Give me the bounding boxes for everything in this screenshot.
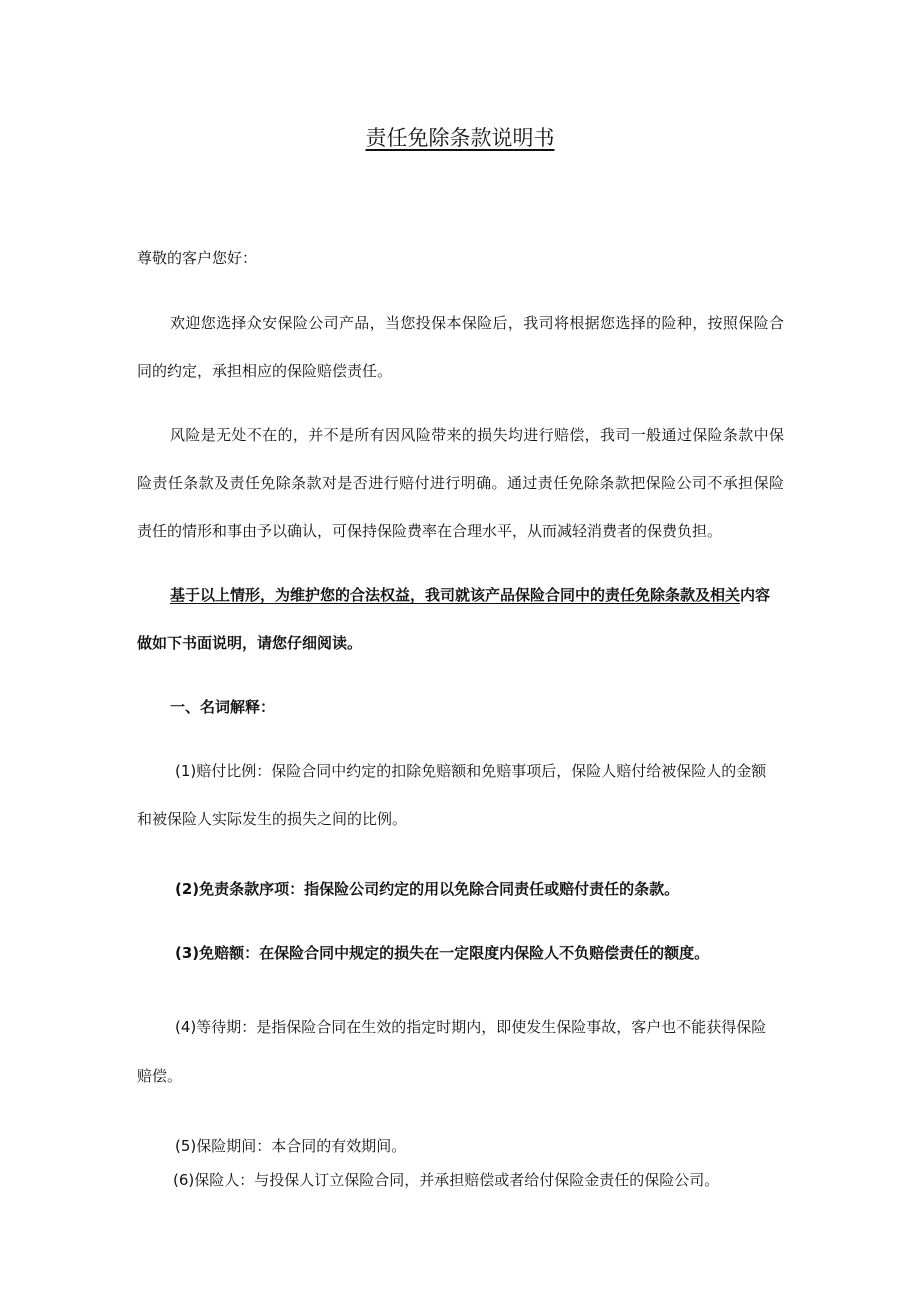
para3-line2: 做如下书面说明，请您仔细阅读。 [137,634,363,652]
term1-line2: 和被保险人实际发生的损失之间的比例。 [137,810,408,828]
term3: (3)免赔额：在保险合同中规定的损失在一定限度内保险人不负赔偿责任的额度。 [175,944,710,962]
para2-line1: 风险是无处不在的，并不是所有因风险带来的损失均进行赔偿，我司一般通过保险条款中保 [170,426,784,444]
document-title: 责任免除条款说明书 [365,126,555,150]
para3-tail-text: 内容 [740,586,771,604]
para2-line2: 险责任条款及责任免除条款对是否进行赔付进行明确。通过责任免除条款把保险公司不承担保险 [137,474,784,492]
para1-line2: 同的约定，承担相应的保险赔偿责任。 [137,362,393,380]
term4-line2: 赔偿。 [137,1067,183,1085]
term6: (6)保险人：与投保人订立保险合同，并承担赔偿或者给付保险金责任的保险公司。 [173,1171,720,1189]
greeting: 尊敬的客户您好： [137,249,258,267]
para3-underlined-text: 基于以上情形，为维护您的合法权益，我司就该产品保险合同中的责任免除条款及相关 [170,586,741,604]
term1-line1: (1)赔付比例：保险合同中约定的扣除免赔额和免赔事项后，保险人赔付给被保险人的金额 [175,762,767,780]
term4-line1: (4)等待期：是指保险合同在生效的指定时期内，即使发生保险事故，客户也不能获得保险 [175,1018,767,1036]
para2-line3: 责任的情形和事由予以确认，可保持保险费率在合理水平，从而减轻消费者的保费负担。 [137,522,723,540]
section1-heading: 一、名词解释： [170,698,276,716]
para1-line1: 欢迎您选择众安保险公司产品，当您投保本保险后，我司将根据您选择的险种，按照保险合 [170,314,784,332]
term5: (5)保险期间：本合同的有效期间。 [175,1137,407,1155]
para3-line1 [170,585,770,605]
term2: (2)免责条款序项：指保险公司约定的用以免除合同责任或赔付责任的条款。 [175,880,680,898]
